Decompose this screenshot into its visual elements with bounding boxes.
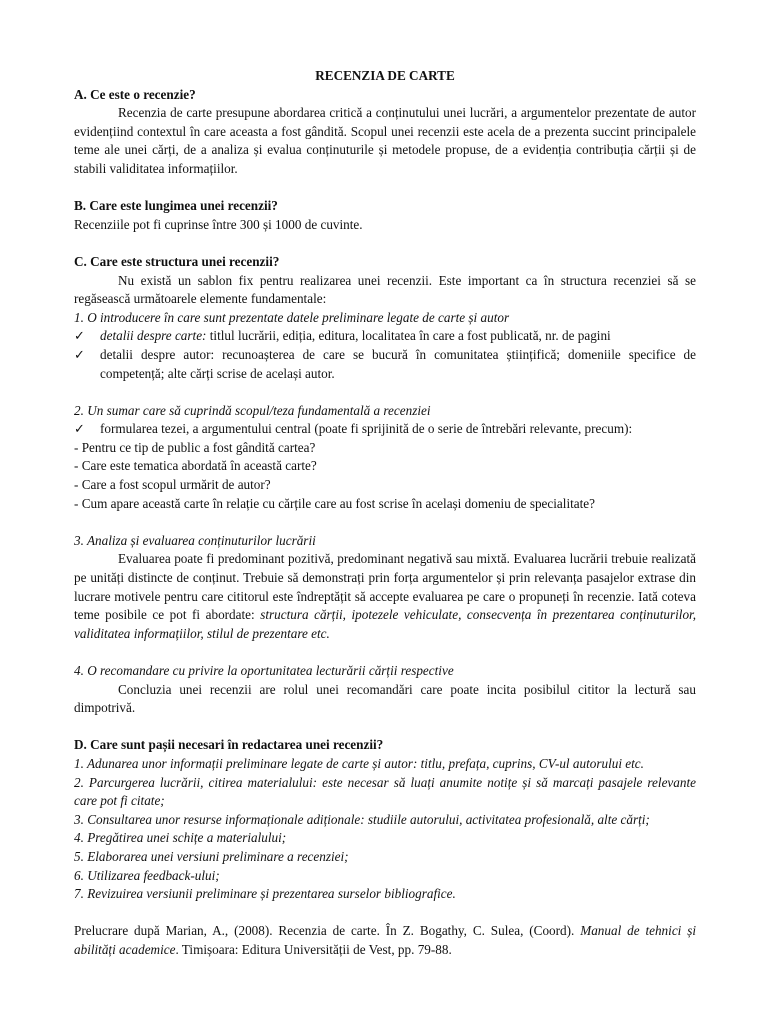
document-title: RECENZIA DE CARTE (315, 68, 455, 83)
part4-title: 4. O recomandare cu privire la oportunitatea lecturării cărții respective (74, 663, 454, 678)
part1-title: 1. O introducere în care sunt prezentate datele preliminare legate de carte și autor (74, 309, 510, 325)
step-item: 1. Adunarea unor informații preliminare legate de carte și autor: titlu, prefața, cuprins, CV-ul autorului etc. (74, 755, 644, 771)
reference-publisher: . Timișoara: Editura Universității de Vest, pp. 79-88. (175, 941, 452, 957)
checkmark-icon: ✓ (74, 328, 86, 344)
section-a (74, 86, 696, 179)
section-b-body: Recenziile pot fi cuprinse între 300 și 1000 de cuvinte. (74, 216, 363, 232)
part4-body: Concluzia unei recenzii are rolul unei recomandări care poate incita posibilul cititor la lectură sau dimpotrivă. (74, 681, 696, 716)
book-details-text: titlul lucrării, ediția, editura, localitatea în care a fost publicată, nr. de pagini (206, 328, 611, 344)
part2-title: 2. Un sumar care să cuprindă scopul/teza fundamentală a recenziei (74, 402, 431, 418)
part3-body-text: Evaluarea poate fi predominant pozitivă, predominant negativă sau mixtă. Evaluarea lucrării trebuie realizată pe unități distincte de conținut. Trebuie să demonstrați prin forța argumentelor și prin relevanța pasajelor extrase din lucrare motivele pentru care cititorul este îndreptățit să accepte evaluarea pe care o propuneți în recenzie. Iată coteva teme posibile ce pot fi abordate: (74, 551, 696, 623)
section-c (74, 253, 696, 718)
part1-item-book (74, 327, 696, 346)
section-a-heading: A. Ce este o recenzie? (74, 86, 196, 102)
checkmark-icon: ✓ (74, 421, 86, 437)
section-c-intro: Nu există un sablon fix pentru realizarea unei recenzii. Este important ca în structura recenziei să se regăsească următoarele elemente fundamentale: (74, 272, 696, 307)
part1-item-author (74, 346, 696, 383)
step-item: 5. Elaborarea unei versiuni preliminare a recenziei; (74, 848, 349, 864)
step-item: 3. Consultarea unor resurse informaționale adiționale: studiile autorului, activitatea profesională, alte cărți; (74, 811, 650, 827)
thesis-text: formularea tezei, a argumentului central (poate fi sprijinită de o serie de întrebări relevante, precum): (100, 421, 633, 437)
question-item: - Cum apare această carte în relație cu cărțile care au fost scrise în același domeniu de specialitate? (74, 495, 595, 511)
reference-text: Prelucrare după Marian, A., (2008). Recenzia de carte. În Z. Bogathy, C. Sulea, (Coord). (74, 923, 581, 939)
step-item: 6. Utilizarea feedback-ului; (74, 867, 220, 883)
step-item: 2. Parcurgerea lucrării, citirea materialului: este necesar să luați anumite notițe și să marcați pasajele relevante care pot fi citate; (74, 774, 696, 809)
question-item: - Pentru ce tip de public a fost gândită cartea? (74, 439, 316, 455)
section-a-body: Recenzia de carte presupune abordarea critică a conținutului unei lucrări, a argumentelor prezentate de autor evidențiind contextul în care aceasta a fost gândită. Scopul unei recenzii este acela de a prezenta succint principalele teme ale unei cărți, de a analiza și evalua conținuturile și metodele propuse, de a evidenția contribuția cărții și de stabili validitatea informațiilor. (74, 105, 696, 176)
step-item: 7. Revizuirea versiunii preliminare și prezentarea surselor bibliografice. (74, 886, 456, 902)
document-content (74, 67, 696, 960)
book-details-label: detalii despre carte: (100, 328, 207, 344)
part3-body-topics: structura cărții, ipotezele vehiculate, consecvența în prezentarea conținuturilor, validitatea informațiilor, stilul de prezentare etc. (74, 607, 697, 641)
part3-title: 3. Analiza și evaluarea conținuturilor lucrării (74, 532, 316, 548)
source-reference (74, 922, 696, 959)
question-item: - Care este tematica abordată în această carte? (74, 458, 317, 474)
section-b (74, 197, 696, 234)
section-d-heading: D. Care sunt pașii necesari în redactarea unei recenzii? (74, 737, 384, 753)
part2-item-thesis (74, 420, 696, 439)
section-b-heading: B. Care este lungimea unei recenzii? (74, 198, 278, 214)
section-c-heading: C. Care este structura unei recenzii? (74, 253, 280, 269)
reference-book-title: Manual de tehnici și abilități academice (74, 923, 697, 957)
section-d (74, 736, 696, 903)
part3-body (74, 550, 696, 643)
checkmark-icon: ✓ (74, 346, 86, 362)
author-details-text: detalii despre autor: recunoașterea de care se bucură în comunitatea științifică; domeniile specifice de competență; alte cărți scrise de același autor. (100, 346, 696, 381)
step-item: 4. Pregătirea unei schițe a materialului; (74, 830, 287, 846)
question-item: - Care a fost scopul urmărit de autor? (74, 477, 271, 493)
